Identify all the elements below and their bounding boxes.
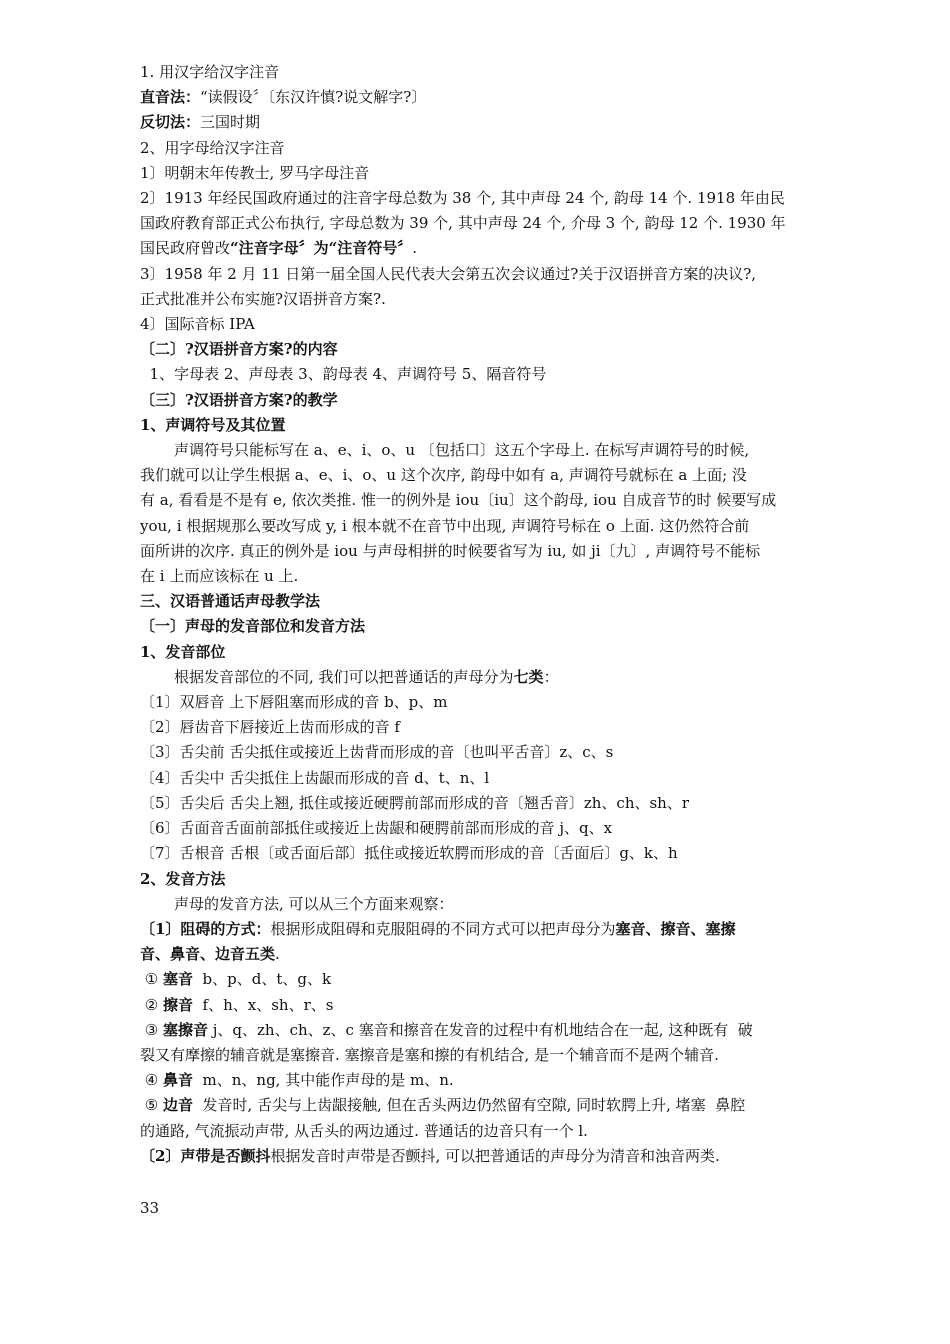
line-text: “读假设〞〔东汉许慎?说文解字?〕 (200, 88, 427, 107)
text-line: 1、字母表 2、声母表 3、韵母表 4、声调符号 5、隔音符号 (140, 365, 547, 384)
document-page (140, 60, 828, 1169)
line-text: 发音时, 舌尖与上齿龈接触, 但在舌头两边仍然留有空隙, 同时软腭上升, 堵塞 鼻腔 (193, 1096, 746, 1115)
text-line: 3〕1958 年 2 月 11 日第一届全国人民代表大会第五次会议通过?关于汉语拼音方案的决议?, (140, 264, 757, 283)
section-heading: 1、声调符号及其位置 (140, 415, 286, 434)
line-text: 根据发音部位的不同, 我们可以把普通话的声母分为 (174, 667, 514, 686)
list-item: 〔3〕舌尖前 舌尖抵住或接近上齿背而形成的音〔也叫平舌音〕z、c、s (140, 743, 614, 762)
bold-term: 反切法： (140, 113, 201, 132)
line-text: f、h、x、sh、r、s (193, 995, 334, 1014)
line-text: 根据发音时声带是否颤抖, 可以把普通话的声母分为清音和浊音两类. (270, 1146, 720, 1165)
text-line: 4〕国际音标 IPA (140, 315, 255, 334)
list-item (140, 967, 828, 992)
text-line: 1〕明朝末年传教士, 罗马字母注音 (140, 163, 370, 182)
list-item: 〔6〕舌面音舌面前部抵住或接近上齿龈和硬腭前部而形成的音 j、q、x (140, 819, 613, 838)
list-item (140, 1068, 828, 1093)
text-line: 声调符号只能标写在 a、e、i、o、u 〔包括口〕这五个字母上. 在标写声调符号的时候, (174, 441, 750, 460)
list-item: 〔7〕舌根音 舌根〔或舌面后部〕抵住或接近软腭而形成的音〔舌面后〕g、k、h (140, 844, 678, 863)
page-number: 33 (140, 1199, 160, 1217)
text-line: 声母的发音方法, 可以从三个方面来观察： (174, 894, 454, 913)
text-line: 正式批准并公布实施?汉语拼音方案?. (140, 289, 386, 308)
bold-term: 塞音 (162, 970, 193, 989)
list-item: 〔2〕唇齿音下唇接近上齿而形成的音 f (140, 718, 400, 737)
list-marker: ③ (140, 1020, 163, 1039)
section-heading: 1、发音部位 (140, 642, 226, 661)
bold-term: 音、鼻音、边音五类 (140, 945, 276, 964)
section-heading: 〔二〕?汉语拼音方案?的内容 (140, 340, 338, 359)
line-text: . (275, 945, 280, 964)
section-heading: 〔一〕声母的发音部位和发音方法 (140, 617, 366, 636)
list-marker: ① (140, 970, 163, 989)
line-text: 三国时期 (200, 113, 261, 132)
section-heading: 三、汉语普通话声母教学法 (140, 592, 321, 611)
bold-term: 边音 (162, 1096, 193, 1115)
text-line: 的通路, 气流振动声带, 从舌头的两边通过. 普通话的边音只有一个 l. (140, 1121, 588, 1140)
text-line (140, 236, 828, 261)
list-marker: ④ (140, 1071, 163, 1090)
list-item (140, 1093, 828, 1118)
bold-term: “注音字母〞为“注音符号〞 (230, 239, 413, 258)
bold-term: 鼻音 (162, 1071, 193, 1090)
text-line (140, 1144, 828, 1169)
text-line: 国政府教育部正式公布执行, 字母总数为 39 个, 其中声母 24 个, 介母 3 个, 韵母 12 个. 1930 年 (140, 214, 786, 233)
line-text: 国民政府曾改 (140, 239, 231, 258)
text-line (140, 917, 828, 942)
bold-term: 塞擦音 (162, 1020, 208, 1039)
line-text: 根据形成阻碍和克服阻碍的不同方式可以把声母分为 (270, 919, 616, 938)
text-line (140, 942, 828, 967)
bold-term: 直音法： (140, 88, 201, 107)
text-line: 我们就可以让学生根据 a、e、i、o、u 这个次序, 韵母中如有 a, 声调符号就标在 a 上面; 没 (140, 466, 747, 485)
text-line: 1. 用汉字给汉字注音 (140, 63, 280, 81)
text-line (140, 110, 828, 135)
line-text: . (412, 239, 418, 258)
bold-term: 〔2〕声带是否颤抖 (140, 1146, 271, 1165)
line-text: ： (543, 667, 559, 686)
bold-term: 擦音 (162, 995, 193, 1014)
text-line: 裂又有摩擦的辅音就是塞擦音. 塞擦音是塞和擦的有机结合, 是一个辅音而不是两个辅音. (140, 1045, 719, 1064)
text-line (140, 85, 828, 110)
bold-term: 七类 (513, 667, 544, 686)
text-line: 面所讲的次序. 真正的例外是 iou 与声母相拼的时候要省写为 iu, 如 ji〔九〕, 声调符号不能标 (140, 541, 761, 560)
line-text: b、p、d、t、g、k (193, 970, 332, 989)
bold-term: 塞音、擦音、塞擦 (615, 919, 736, 938)
list-marker: ② (140, 995, 163, 1014)
text-line: 2〕1913 年经民国政府通过的注音字母总数为 38 个, 其中声母 24 个, 韵母 14 个. 1918 年由民 (140, 189, 785, 208)
list-marker: ⑤ (140, 1096, 163, 1115)
section-heading: 2、发音方法 (140, 869, 226, 888)
section-heading: 〔三〕?汉语拼音方案?的教学 (140, 390, 338, 409)
list-item (140, 1018, 828, 1043)
text-line (140, 665, 828, 690)
list-item (140, 993, 828, 1018)
list-item: 〔1〕双唇音 上下唇阻塞而形成的音 b、p、m (140, 693, 448, 712)
line-text: m、n、ng, 其中能作声母的是 m、n. (193, 1071, 454, 1090)
text-line: 在 i 上而应该标在 u 上. (140, 567, 299, 586)
list-item: 〔5〕舌尖后 舌尖上翘, 抵住或接近硬腭前部而形成的音〔翘舌音〕zh、ch、sh、r (140, 793, 690, 812)
text-line: 2、用字母给汉字注音 (140, 138, 285, 157)
text-line: 有 a, 看看是不是有 e, 依次类推. 惟一的例外是 iou〔iu〕这个韵母, iou 自成音节的时 候要写成 (140, 491, 777, 510)
bold-term: 〔1〕阻碍的方式： (140, 919, 271, 938)
list-item: 〔4〕舌尖中 舌尖抵住上齿龈而形成的音 d、t、n、l (140, 768, 490, 787)
line-text: j、q、zh、ch、z、c 塞音和擦音在发音的过程中有机地结合在一起, 这种既有 破 (208, 1020, 753, 1039)
text-line: you, i 根据规那么要改写成 y, i 根本就不在音节中出现, 声调符号标在 o 上面. 这仍然符合前 (140, 516, 750, 535)
